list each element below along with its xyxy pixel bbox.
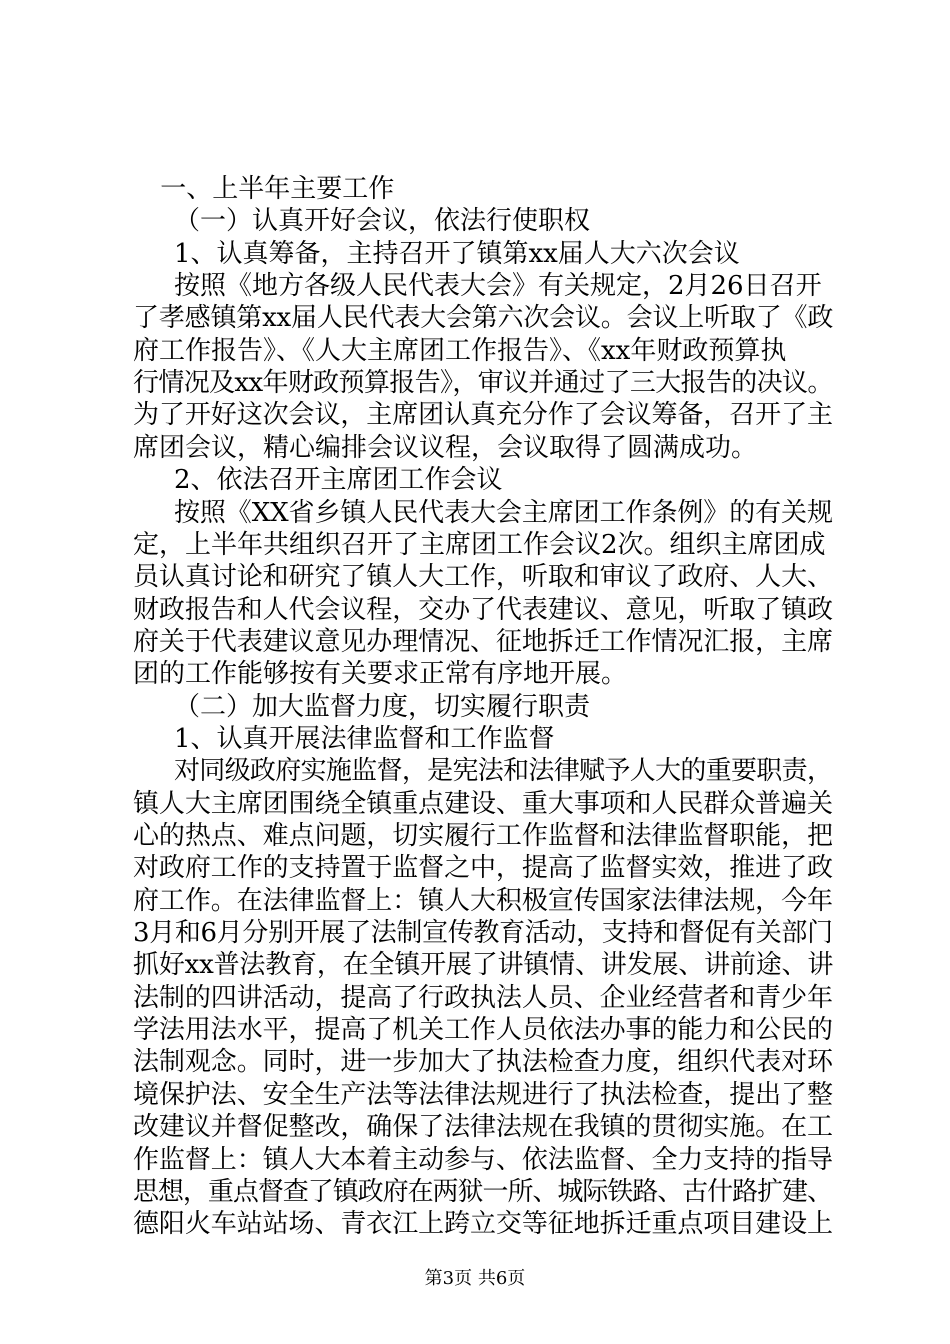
text-line: 德阳火车站站场、青衣江上跨立交等征地拆迁重点项目建设上	[133, 1209, 833, 1240]
text-line: 按照《XX省乡镇人民代表大会主席团工作条例》的有关规	[173, 497, 833, 528]
text-line: 1、认真开展法律监督和工作监督	[173, 723, 555, 754]
text-line: 对同级政府实施监督，是宪法和法律赋予人大的重要职责，	[173, 756, 833, 787]
text-line: 府工作报告》、《人大主席团工作报告》、《xx年财政预算执	[133, 335, 787, 366]
text-line: 了孝感镇第xx届人民代表大会第六次会议。会议上听取了《政	[133, 303, 834, 334]
page-footer: 第3页 共6页	[424, 1268, 526, 1289]
text-line: 1、认真筹备，主持召开了镇第xx届人大六次会议	[173, 238, 740, 269]
text-line: 2、依法召开主席团工作会议	[173, 465, 503, 496]
text-line: 团的工作能够按有关要求正常有序地开展。	[133, 659, 628, 690]
text-line: 镇人大主席团围绕全镇重点建设、重大事项和人民群众普遍关	[133, 788, 833, 819]
text-line: 定，上半年共组织召开了主席团工作会议2次。组织主席团成	[133, 529, 826, 560]
text-line: 府关于代表建议意见办理情况、征地拆迁工作情况汇报，主席	[133, 626, 833, 657]
text-line: 行情况及xx年财政预算报告》，审议并通过了三大报告的决议。	[133, 368, 833, 399]
text-line: 一、上半年主要工作	[160, 174, 395, 204]
text-line: 改建议并督促整改，确保了法律法规在我镇的贯彻实施。在工	[133, 1112, 833, 1143]
text-line: 思想，重点督查了镇政府在两狱一所、城际铁路、古什路扩建、	[133, 1176, 832, 1207]
text-line: 府工作。在法律监督上：镇人大积极宣传国家法律法规，今年	[133, 885, 833, 916]
text-line: 对政府工作的支持置于监督之中，提高了监督实效，推进了政	[133, 853, 833, 884]
text-line: 3月和6月分别开展了法制宣传教育活动，支持和督促有关部门	[133, 918, 833, 949]
text-line: 席团会议，精心编排会议议程，会议取得了圆满成功。	[133, 432, 758, 463]
text-line: 员认真讨论和研究了镇人大工作，听取和审议了政府、人大、	[133, 562, 833, 593]
text-line: 心的热点、难点问题，切实履行工作监督和法律监督职能，把	[133, 821, 833, 851]
text-line: 学法用法水平，提高了机关工作人员依法办事的能力和公民的	[133, 1015, 833, 1046]
text-line: 作监督上：镇人大本着主动参与、依法监督、全力支持的指导	[133, 1144, 833, 1175]
text-line: 境保护法、安全生产法等法律法规进行了执法检查，提出了整	[133, 1079, 833, 1110]
text-line: 抓好xx普法教育，在全镇开展了讲镇情、讲发展、讲前途、讲	[133, 950, 834, 981]
text-line: 法制的四讲活动，提高了行政执法人员、企业经营者和青少年	[133, 982, 833, 1013]
text-line: （二）加大监督力度，切实履行职责	[173, 691, 590, 722]
text-line: 财政报告和人代会议程，交办了代表建议、意见，听取了镇政	[133, 594, 833, 625]
text-line: （一）认真开好会议，依法行使职权	[173, 206, 590, 237]
text-line: 为了开好这次会议，主席团认真充分作了会议筹备，召开了主	[133, 400, 833, 431]
text-line: 按照《地方各级人民代表大会》有关规定，2月26日召开	[173, 271, 822, 302]
text-line: 法制观念。同时，进一步加大了执法检查力度，组织代表对环	[133, 1047, 833, 1078]
